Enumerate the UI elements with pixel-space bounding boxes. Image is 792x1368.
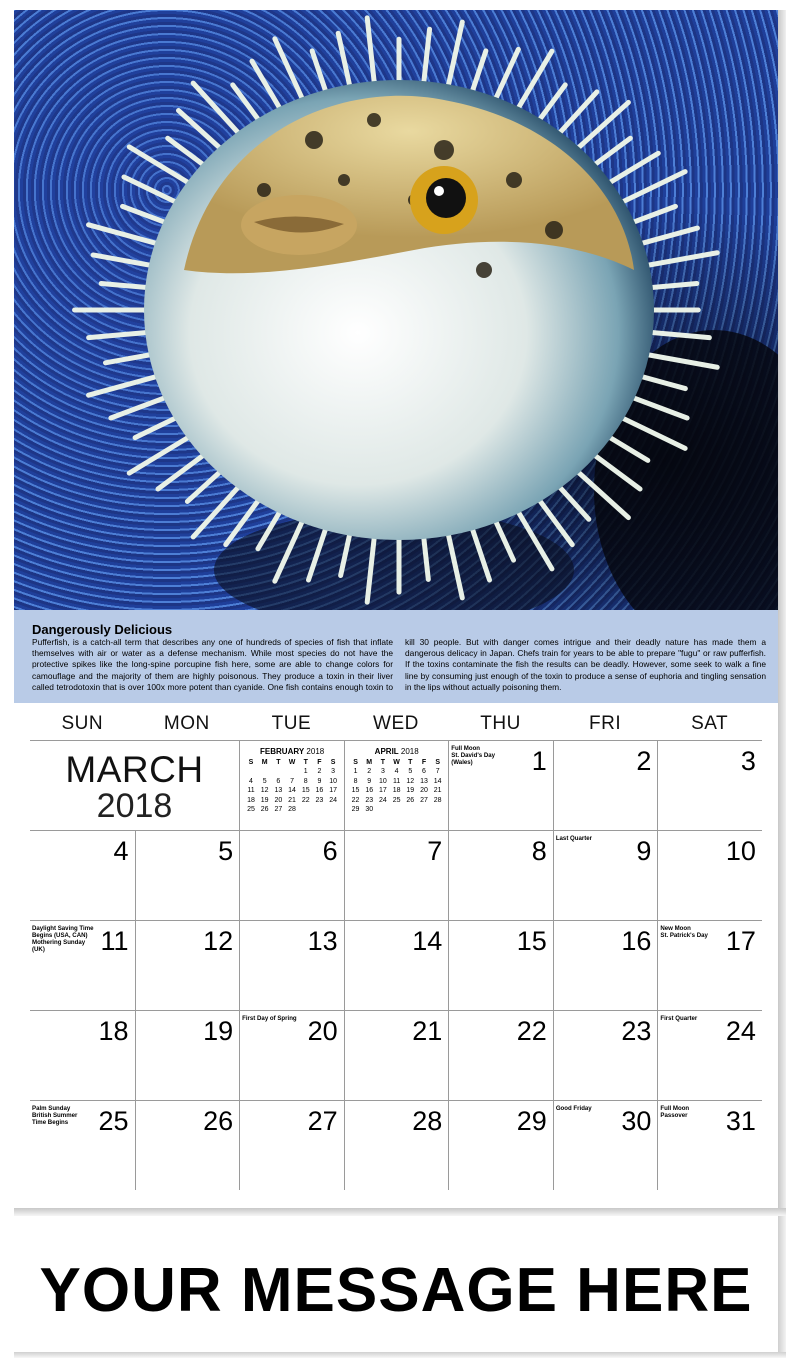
mini-day: 28 — [288, 805, 296, 813]
mini-day: 12 — [406, 777, 415, 785]
mini-day: 16 — [315, 787, 324, 795]
mini-next-title — [349, 747, 445, 756]
mini-day: 20 — [420, 787, 428, 795]
mini-week-row — [349, 796, 445, 805]
day-number: 9 — [636, 836, 652, 866]
day-note — [32, 1105, 94, 1126]
mini-weekday: S — [435, 759, 440, 766]
weekday-tue: TUE — [271, 713, 312, 734]
mini-weekday-row — [349, 758, 445, 767]
day-note — [556, 1105, 618, 1112]
mini-weekday: F — [421, 759, 427, 766]
mini-day: 16 — [365, 787, 374, 795]
day-number: 15 — [516, 926, 547, 956]
day-cell[interactable] — [448, 1011, 553, 1100]
page-shadow-bottom — [14, 1208, 786, 1216]
mini-day: 14 — [433, 777, 442, 785]
day-number: 11 — [100, 926, 129, 956]
mini-week-row — [244, 767, 340, 776]
mini-week-row — [244, 796, 340, 805]
day-number: 4 — [113, 836, 129, 866]
page-shadow-right — [778, 10, 786, 1210]
mini-day — [272, 767, 286, 776]
mini-day — [326, 805, 340, 814]
mini-weekday: T — [380, 759, 386, 766]
mini-day: 19 — [406, 787, 415, 795]
mini-weekday: W — [393, 759, 400, 766]
mini-day: 2 — [367, 768, 372, 776]
mini-weekday: M — [261, 759, 268, 766]
day-number: 10 — [725, 836, 756, 866]
weekday-fri: FRI — [589, 713, 622, 734]
day-cell[interactable] — [553, 1101, 658, 1190]
mini-weekday: F — [317, 759, 322, 766]
weekday-sat: SAT — [691, 713, 729, 734]
day-note-line: Good Friday — [555, 1105, 592, 1112]
description-title: Dangerously Delicious — [32, 622, 173, 637]
day-note-line: Passover — [660, 1112, 688, 1119]
day-number: 1 — [531, 746, 547, 776]
mini-day: 12 — [260, 787, 269, 795]
mini-day — [431, 805, 445, 814]
day-cell[interactable] — [30, 831, 135, 920]
mini-day — [285, 767, 299, 776]
weekday-sun: SUN — [61, 713, 104, 734]
day-note — [451, 745, 513, 766]
mini-day: 29 — [351, 805, 360, 813]
month-title — [30, 741, 239, 830]
day-cell[interactable] — [135, 921, 240, 1010]
day-cell[interactable] — [657, 831, 762, 920]
day-cell[interactable] — [553, 921, 658, 1010]
day-cell[interactable] — [30, 1101, 135, 1190]
mini-day: 22 — [351, 796, 360, 804]
day-note-line: First Quarter — [660, 1015, 698, 1022]
mini-day: 24 — [329, 796, 337, 804]
day-number: 20 — [307, 1016, 338, 1046]
day-note — [660, 1105, 722, 1119]
day-cell[interactable] — [135, 1011, 240, 1100]
day-cell[interactable] — [448, 831, 553, 920]
day-number: 22 — [516, 1016, 547, 1046]
day-note-line: Begins (USA, CAN) — [32, 932, 88, 939]
mini-calendar-next — [349, 747, 445, 814]
day-note-line: British Summer — [32, 1112, 78, 1119]
day-cell[interactable] — [30, 1011, 135, 1100]
mini-calendar-next-cell — [344, 741, 449, 830]
weekday-header-row — [30, 708, 762, 740]
mini-weekday-row — [244, 758, 340, 767]
mini-day: 19 — [260, 796, 269, 804]
day-number: 28 — [412, 1106, 443, 1136]
mini-weekday: T — [303, 759, 308, 766]
day-number: 12 — [203, 926, 234, 956]
description-band — [14, 610, 778, 703]
mini-day: 27 — [274, 805, 283, 813]
mini-day: 4 — [394, 768, 399, 776]
week-row — [30, 740, 762, 830]
weeks — [30, 740, 762, 1190]
mini-day — [299, 805, 313, 814]
day-cell[interactable] — [553, 831, 658, 920]
mini-day: 25 — [247, 805, 255, 813]
mini-weekday: S — [248, 759, 254, 766]
mini-day: 21 — [433, 787, 442, 795]
mini-day: 14 — [288, 787, 296, 795]
mini-day: 27 — [420, 796, 428, 804]
calendar-grid — [30, 708, 762, 1185]
day-cell[interactable] — [657, 1011, 762, 1100]
mini-day — [403, 805, 417, 814]
day-cell[interactable] — [239, 1101, 344, 1190]
day-number: 13 — [307, 926, 338, 956]
day-number: 6 — [322, 836, 338, 866]
mini-day — [244, 767, 258, 776]
mini-day: 18 — [247, 796, 255, 804]
weekday-mon: MON — [163, 713, 210, 734]
mini-week-row — [244, 777, 340, 786]
mini-day: 10 — [379, 777, 387, 785]
month-title-cell — [30, 741, 239, 830]
day-number: 24 — [725, 1016, 756, 1046]
mini-day: 8 — [353, 777, 358, 785]
mini-weekday: S — [330, 759, 336, 766]
mini-day: 3 — [380, 768, 385, 776]
weekday-wed: WED — [373, 713, 419, 734]
day-cell[interactable] — [448, 921, 553, 1010]
month-year: 2018 — [96, 787, 173, 825]
mini-day: 3 — [331, 768, 336, 776]
day-cell[interactable] — [135, 1101, 240, 1190]
mini-day: 26 — [406, 796, 415, 804]
mini-day: 22 — [301, 796, 310, 804]
day-number: 5 — [218, 836, 234, 866]
day-cell[interactable] — [553, 1011, 658, 1100]
mini-day: 1 — [353, 768, 358, 776]
day-cell[interactable] — [344, 1011, 449, 1100]
day-cell[interactable] — [657, 921, 762, 1010]
day-cell[interactable] — [239, 1011, 344, 1100]
mini-day: 15 — [351, 787, 360, 795]
mini-day: 5 — [262, 777, 267, 785]
pufferfish-image — [14, 10, 778, 610]
day-number: 16 — [621, 926, 652, 956]
day-cell[interactable] — [448, 741, 553, 830]
mini-day: 21 — [288, 796, 296, 804]
mini-prev-month: FEBRUARY — [260, 747, 305, 756]
mini-day: 18 — [392, 787, 401, 795]
day-number: 18 — [98, 1016, 129, 1046]
day-number: 31 — [725, 1106, 756, 1136]
mini-day: 13 — [274, 787, 283, 795]
mini-day: 1 — [303, 768, 308, 776]
mini-day: 8 — [303, 777, 308, 785]
day-cell[interactable] — [657, 1101, 762, 1190]
mini-weekday: S — [353, 759, 358, 766]
mini-next-month: APRIL — [374, 747, 399, 756]
mini-day — [258, 767, 272, 776]
day-number: 21 — [412, 1016, 443, 1046]
mini-day: 23 — [315, 796, 324, 804]
day-cell[interactable] — [657, 741, 762, 830]
mini-day: 11 — [247, 787, 255, 795]
mini-day: 13 — [420, 777, 428, 785]
mini-day: 17 — [379, 787, 387, 795]
day-number: 3 — [740, 746, 756, 776]
day-note — [556, 835, 618, 842]
week-row — [30, 1100, 762, 1190]
advertising-message: YOUR MESSAGE HERE — [39, 1256, 753, 1325]
day-cell[interactable] — [239, 831, 344, 920]
day-note-line: Full Moon — [660, 1105, 690, 1112]
day-note-line: Full Moon — [451, 745, 481, 752]
mini-day: 25 — [392, 796, 401, 804]
mini-day: 28 — [433, 796, 442, 804]
mini-day: 6 — [422, 768, 426, 776]
mini-day: 7 — [290, 777, 294, 785]
mini-day: 24 — [379, 796, 387, 804]
mini-day: 2 — [317, 768, 322, 776]
day-cell[interactable] — [135, 831, 240, 920]
back-page-shadow-bottom — [14, 1352, 786, 1358]
description-body: Pufferfish, is a catch-all term that describes any one of hundreds of species of fish that inflate themselves with air or water as a defense mechanism. While most species do not have the protective spikes like the long-spine porcupine fish here, some are able to change colors for camouflage and the majority of them are highly poisonous. They produce a toxin in their liver called tetrodotoxin that is over 100x more potent than cyanide. One fish contains enough toxin to kill 30 people. But with danger comes intrigue and their deadly nature has made them a dangerous delicacy in Japan. Chefs train for years to be able to prepare "fugu" or raw pufferfish. If the toxins contaminate the fish the results can be deadly. However, some seek to walk a fine line by consuming just enough of the toxin to produce a sense of euphoria and tingling sensation in the lips without actually poisoning them. — [32, 637, 766, 692]
mini-weekday: W — [288, 759, 296, 766]
mini-day — [417, 805, 431, 814]
mini-day: 23 — [365, 796, 374, 804]
day-number: 25 — [98, 1106, 129, 1136]
mini-day — [390, 805, 404, 814]
mini-day: 26 — [260, 805, 269, 813]
day-note — [660, 925, 722, 939]
day-cell[interactable] — [448, 1101, 553, 1190]
day-note — [660, 1015, 722, 1022]
mini-day: 30 — [365, 805, 374, 813]
mini-week-row — [349, 786, 445, 795]
mini-day: 9 — [317, 777, 322, 785]
mini-week-row — [349, 805, 445, 814]
day-note-line: Daylight Saving Time — [32, 925, 94, 932]
day-note-line: Mothering Sunday — [32, 939, 86, 946]
month-name: MARCH — [65, 749, 204, 790]
day-number: 14 — [412, 926, 443, 956]
day-number: 26 — [203, 1106, 234, 1136]
day-number: 7 — [427, 836, 443, 866]
mini-prev-year: 2018 — [306, 747, 325, 756]
day-cell[interactable] — [344, 1101, 449, 1190]
mini-weekday: T — [408, 759, 413, 766]
mini-day: 15 — [301, 787, 310, 795]
mini-calendar-prev-cell — [239, 741, 344, 830]
mini-next-body — [349, 758, 445, 814]
pufferfish-photo — [14, 10, 778, 610]
mini-weekday: M — [366, 759, 373, 766]
day-note — [32, 925, 94, 953]
day-number: 27 — [307, 1106, 338, 1136]
mini-week-row — [349, 767, 445, 776]
day-number: 19 — [203, 1016, 234, 1046]
day-number: 23 — [621, 1016, 652, 1046]
day-number: 30 — [621, 1106, 652, 1136]
day-cell[interactable] — [553, 741, 658, 830]
mini-day — [313, 805, 327, 814]
day-cell[interactable] — [344, 921, 449, 1010]
day-number: 2 — [636, 746, 652, 776]
day-cell[interactable] — [239, 921, 344, 1010]
day-note-line: New Moon — [660, 925, 691, 932]
mini-day: 5 — [408, 768, 413, 776]
day-note-line: St. David's Day (Wales) — [451, 752, 496, 766]
mini-day: 17 — [329, 787, 337, 795]
day-note-line: First Day of Spring — [242, 1015, 297, 1022]
mini-prev-body — [244, 758, 340, 814]
mini-week-row — [349, 777, 445, 786]
weekday-thu: THU — [480, 713, 521, 734]
mini-day — [376, 805, 390, 814]
mini-day: 11 — [392, 777, 401, 785]
back-page-shadow-right — [778, 1216, 786, 1356]
mini-day: 7 — [435, 768, 440, 776]
day-note — [242, 1015, 304, 1022]
day-cell[interactable] — [30, 921, 135, 1010]
week-row — [30, 830, 762, 920]
day-number: 8 — [531, 836, 547, 866]
day-note-line: Time Begins — [32, 1119, 69, 1126]
mini-week-row — [244, 786, 340, 795]
mini-day: 20 — [274, 796, 283, 804]
week-row — [30, 1010, 762, 1100]
mini-day: 9 — [367, 777, 372, 785]
mini-week-row — [244, 805, 340, 814]
mini-weekday: T — [276, 759, 281, 766]
mini-day: 6 — [276, 777, 281, 785]
day-note-line: St. Patrick's Day — [660, 932, 708, 939]
day-note-line: (UK) — [32, 946, 45, 953]
week-row — [30, 920, 762, 1010]
mini-calendar-prev — [244, 747, 340, 814]
day-number: 29 — [516, 1106, 547, 1136]
day-note-line: Palm Sunday — [32, 1105, 71, 1112]
day-note-line: Last Quarter — [555, 835, 593, 842]
mini-next-year: 2018 — [400, 747, 419, 756]
mini-day: 4 — [249, 777, 253, 785]
day-cell[interactable] — [344, 831, 449, 920]
mini-day: 10 — [329, 777, 337, 785]
mini-prev-title — [244, 747, 340, 756]
day-number: 17 — [725, 926, 756, 956]
